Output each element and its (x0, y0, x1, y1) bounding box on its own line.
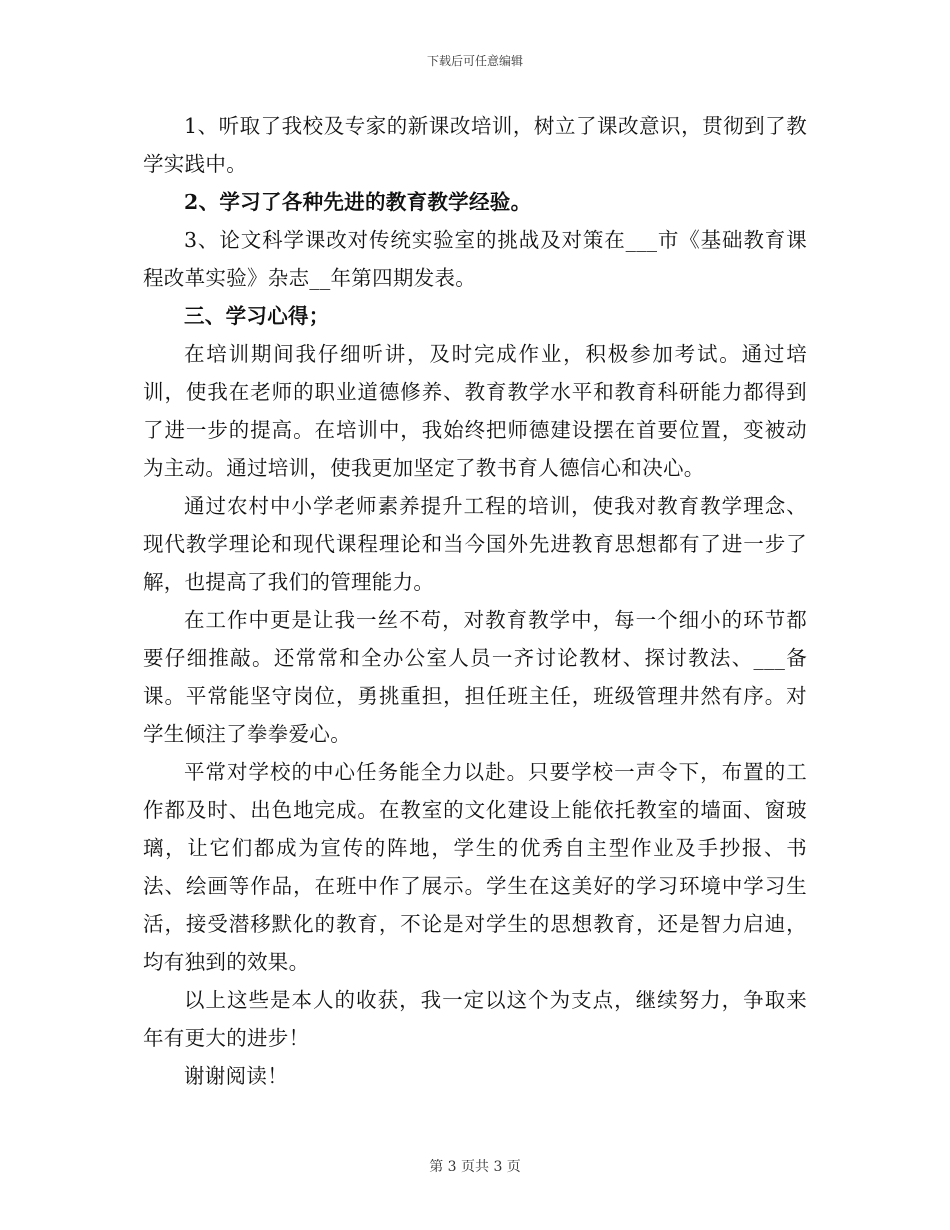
paragraph-school-tasks: 平常对学校的中心任务能全力以赴。只要学校一声令下，布置的工作都及时、出色地完成。在教室的文化建设上能依托教室的墙面、窗玻璃，让它们都成为宣传的阵地，学生的优秀自主型作业及手抄报、书法、绘画等作品，在班中作了展示。学生在这美好的学习环境中学习生活，接受潜移默化的教育，不论是对学生的思想教育，还是智力启迪，均有独到的效果。 (143, 760, 807, 974)
page-header: 下载后可任意编辑 (426, 54, 523, 68)
paragraph-work: 在工作中更是让我一丝不苟，对教育教学中，每一个细小的环节都要仔细推敲。还常常和全办公室人员一齐讨论教材、探讨教法、___备课。平常能坚守岗位，勇挑重担，担任班主任，班级管理井然有序。对学生倾注了拳拳爱心。 (143, 608, 807, 746)
section-heading: 三、学习心得； (184, 304, 330, 328)
paragraph-item-3: 3、论文科学课改对传统实验室的挑战及对策在___市《基础教育课程改革实验》杂志__年第四期发表。 (143, 228, 807, 290)
paragraph-item-1: 1、听取了我校及专家的新课改培训，树立了课改意识，贯彻到了教学实践中。 (143, 114, 807, 176)
paragraph-conclusion: 以上这些是本人的收获，我一定以这个为支点，继续努力，争取来年有更大的进步！ (143, 988, 807, 1050)
document-body (143, 107, 807, 1095)
paragraph-item-2: 2、学习了各种先进的教育教学经验。 (184, 190, 532, 214)
paragraph-rural-teachers: 通过农村中小学老师素养提升工程的培训，使我对教育教学理念、现代教学理论和现代课程理论和当今国外先进教育思想都有了进一步了解，也提高了我们的管理能力。 (143, 494, 807, 594)
page-footer: 第 3 页共 3 页 (429, 1159, 521, 1175)
paragraph-thanks: 谢谢阅读！ (184, 1064, 288, 1088)
paragraph-training: 在培训期间我仔细听讲，及时完成作业，积极参加考试。通过培训，使我在老师的职业道德修养、教育教学水平和教育科研能力都得到了进一步的提高。在培训中，我始终把师德建设摆在首要位置，变被动为主动。通过培训，使我更加坚定了教书育人德信心和决心。 (143, 342, 807, 480)
